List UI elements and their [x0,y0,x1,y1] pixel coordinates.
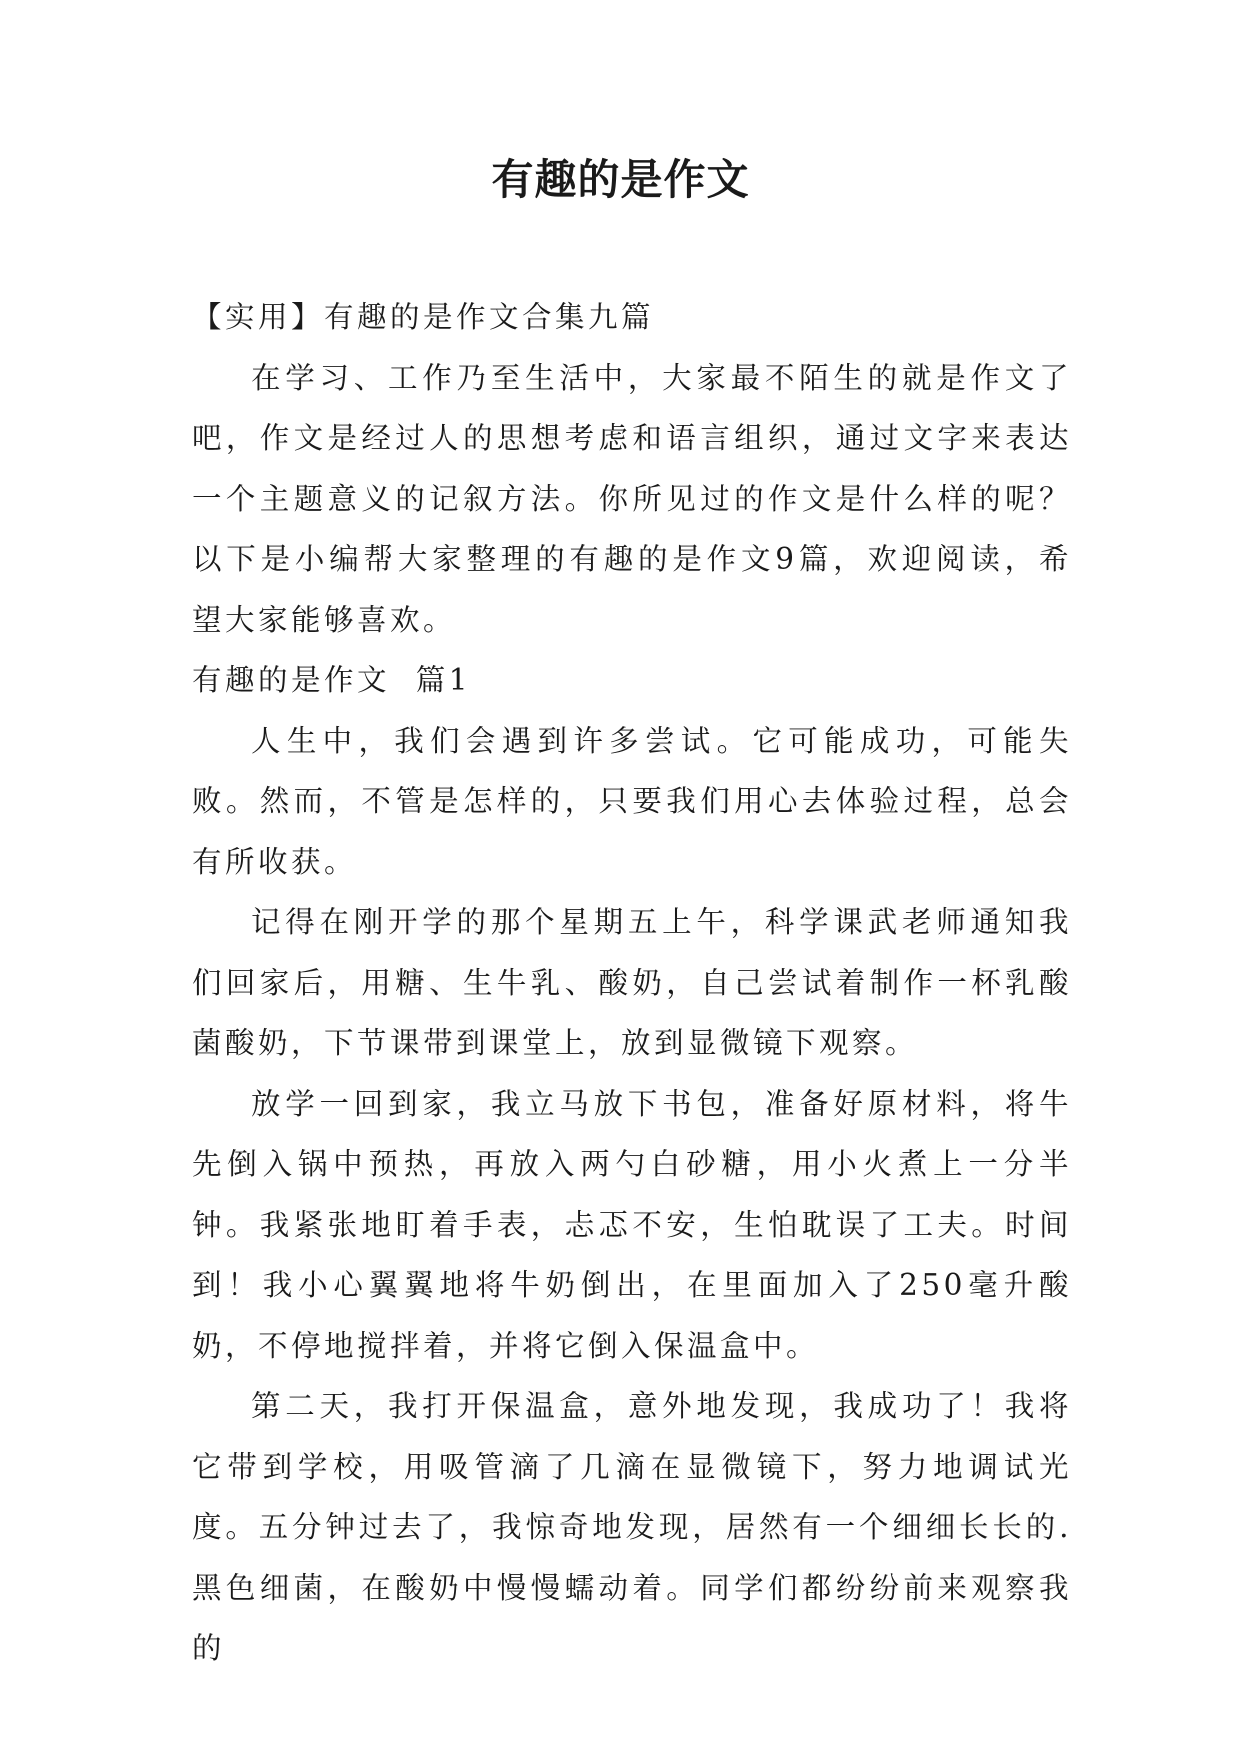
body-paragraph-2: 记得在刚开学的那个星期五上午，科学课武老师通知我们回家后，用糖、生牛乳、酸奶，自己尝试着制作一杯乳酸菌酸奶，下节课带到课堂上，放到显微镜下观察。 [192,905,1072,1060]
intro-paragraph: 在学习、工作乃至生活中，大家最不陌生的就是作文了吧，作文是经过人的思想考虑和语言组织，通过文字来表达一个主题意义的记叙方法。你所见过的作文是什么样的呢？以下是小编帮大家整理的有趣的是作文9篇，欢迎阅读，希望大家能够喜欢。 [192,360,1072,637]
section-heading: 有趣的是作文 篇1 [192,663,472,697]
body-paragraph-3: 放学一回到家，我立马放下书包，准备好原材料，将牛先倒入锅中预热，再放入两勺白砂糖，用小火煮上一分半钟。我紧张地盯着手表，忐忑不安，生怕耽误了工夫。时间到！我小心翼翼地将牛奶倒出，在里面加入了250毫升酸奶，不停地搅拌着，并将它倒入保温盒中。 [192,1086,1072,1363]
body-paragraph-4: 第二天，我打开保温盒，意外地发现，我成功了！我将它带到学校，用吸管滴了几滴在显微镜下，努力地调试光度。五分钟过去了，我惊奇地发现，居然有一个细细长长的.黑色细菌，在酸奶中慢慢蠕动着。同学们都纷纷前来观察我的 [192,1389,1072,1665]
body-paragraph-1: 人生中，我们会遇到许多尝试。它可能成功，可能失败。然而，不管是怎样的，只要我们用心去体验过程，总会有所收获。 [192,723,1072,879]
document-title: 有趣的是作文 [491,155,750,204]
collection-heading: 【实用】有趣的是作文合集九篇 [192,300,655,334]
document-body [192,287,1072,1679]
